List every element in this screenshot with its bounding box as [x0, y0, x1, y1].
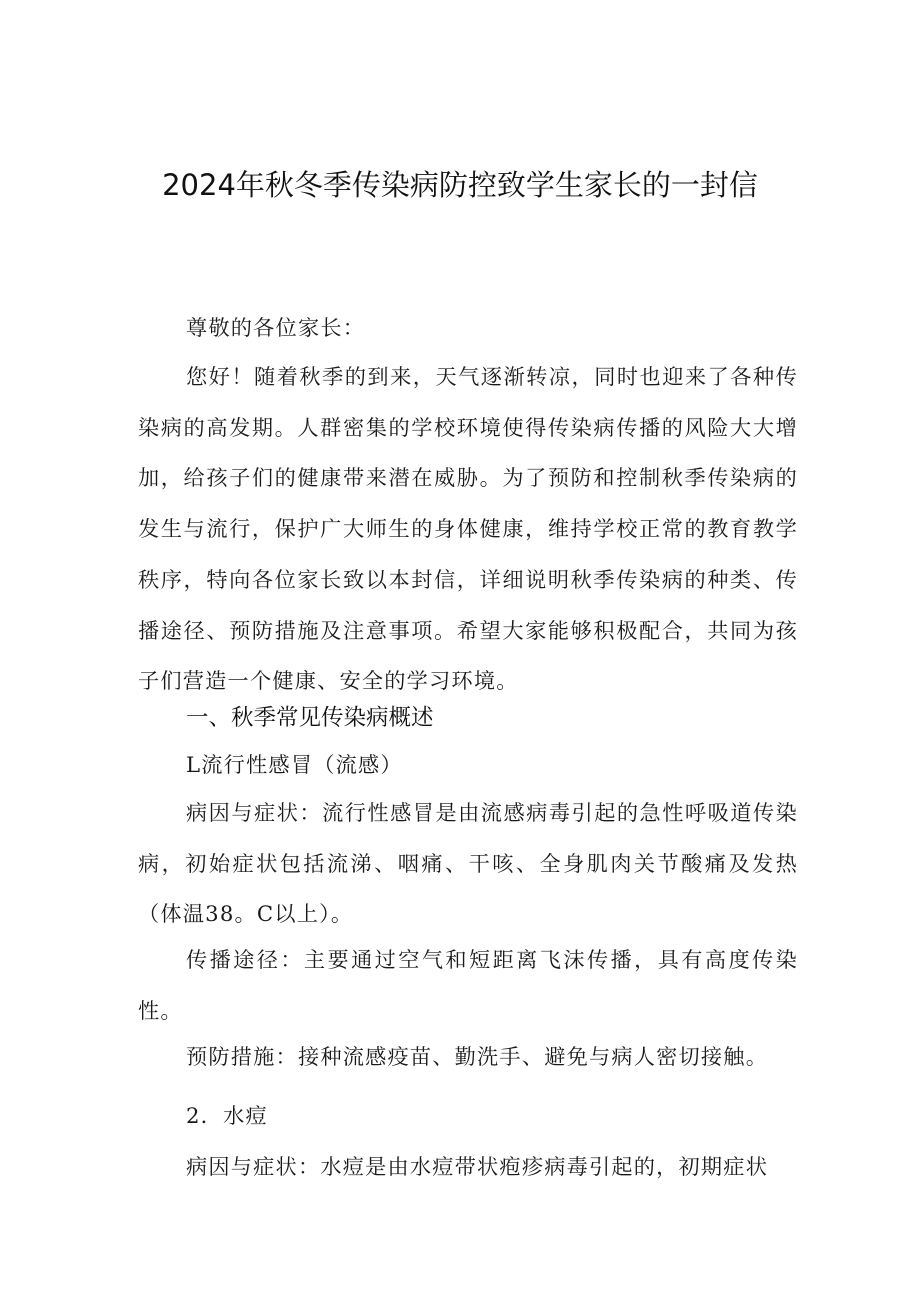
section-heading-1: 一、秋季常见传染病概述: [186, 705, 434, 731]
flu-prevention-paragraph: 预防措施：接种流感疫苗、勤洗手、避免与病人密切接触。: [186, 1044, 769, 1069]
intro-paragraph: 您好！随着秋季的到来，天气逐渐转凉，同时也迎来了各种传染病的高发期。人群密集的学校环境使得传染病传播的风险大大增加，给孩子们的健康带来潜在威胁。为了预防和控制秋季传染病的发生与流行，保护广大师生的身体健康，维持学校正常的教育教学秩序，特向各位家长致以本封信，详细说明秋季传染病的种类、传播途径、预防措施及注意事项。希望大家能够积极配合，共同为孩子们营造一个健康、安全的学习环境。: [138, 364, 798, 694]
flu-cause-paragraph: 病因与症状：流行性感冒是由流感病毒引起的急性呼吸道传染病，初始症状包括流涕、咽痛、干咳、全身肌肉关节酸痛及发热（体温38。C以上）。: [138, 800, 798, 927]
chickenpox-cause-paragraph: 病因与症状：水痘是由水痘带状疱疹病毒引起的，初期症状: [186, 1154, 769, 1179]
flu-transmission-paragraph: 传播途径：主要通过空气和短距离飞沫传播，具有高度传染性。: [138, 947, 798, 1023]
item-heading-flu: L流行性感冒（流感）: [186, 752, 403, 777]
document-title: 2024年秋冬季传染病防控致学生家长的一封信: [162, 168, 758, 202]
item-heading-chickenpox: 2．水痘: [186, 1103, 268, 1128]
salutation: 尊敬的各位家长：: [186, 315, 366, 340]
